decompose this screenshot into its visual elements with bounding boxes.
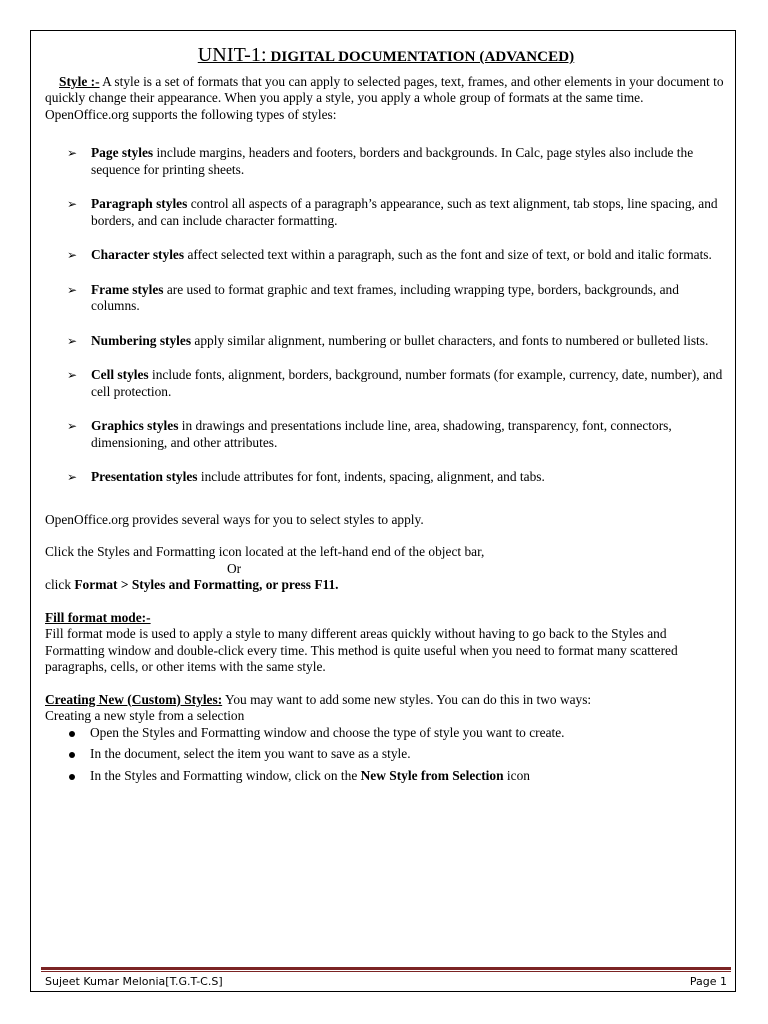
click-format-text [45,577,727,594]
list-item [45,725,727,742]
arrow-bullet-icon: ➢ [67,419,78,433]
arrow-bullet-icon: ➢ [67,333,78,348]
style-type-desc: include margins, headers and footers, borders and backgrounds. In Calc, page styles also include the sequence for printing sheets. [91,145,694,177]
style-type-desc: in drawings and presentations include line, area, shadowing, transparency, font, connectors, dimensioning, and other attributes. [91,418,672,450]
creating-text: You may want to add some new styles. You can do this in two ways: [222,691,592,707]
step-text: Open the Styles and Formatting window and choose the type of style you want to create. [90,724,565,740]
style-type-desc: are used to format graphic and text frames, including wrapping type, borders, backgrounds, and columns. [91,281,679,313]
footer-rule [41,967,731,970]
click-format-bold: Format > Styles and Formatting, or press F11. [74,577,339,592]
style-definition [45,74,727,107]
list-item [45,469,727,486]
style-definition-text: A style is a set of formats that you can apply to selected pages, text, frames, and other elements in your document to quickly change their appearance. When you apply a style, you apply a whole group of formats at the same time. [45,73,724,105]
creating-styles [45,692,727,709]
bullet-dot-icon [69,774,75,780]
creating-heading: Creating New (Custom) Styles: [45,691,223,707]
style-type-desc: include attributes for font, indents, spacing, alignment, and tabs. [197,469,545,484]
step-bold: New Style from Selection [360,767,504,783]
style-label: Style :- [59,73,100,89]
page-footer [45,975,727,988]
title-subtitle: DIGITAL DOCUMENTATION (ADVANCED) [266,49,575,65]
list-item [45,768,727,785]
footer-author: Sujeet Kumar Melonia[T.G.T-C.S] [45,975,223,988]
list-item [45,333,727,350]
arrow-bullet-icon: ➢ [67,368,78,382]
style-type-name: Character styles [91,247,185,262]
step-text: In the Styles and Formatting window, click on the [90,767,361,783]
list-item [45,746,727,763]
click-icon-text: Click the Styles and Formatting icon located at the left-hand end of the object bar, [45,544,485,559]
list-item [45,367,727,400]
fill-format-heading: Fill format mode:- [45,609,151,625]
style-type-desc: include fonts, alignment, borders, background, number formats (for example, currency, date, number), and cell protection. [91,367,723,399]
list-item [45,418,727,451]
document-page [30,30,736,992]
list-item [45,196,727,229]
arrow-bullet-icon: ➢ [67,282,78,297]
style-type-name: Numbering styles [91,332,192,348]
style-type-desc: apply similar alignment, numbering or bullet characters, and fonts to numbered or bulleted lists. [191,332,709,348]
style-type-desc: control all aspects of a paragraph’s appearance, such as text alignment, tab stops, line spacing, and borders, and can include character formatting. [91,196,718,228]
bullet-dot-icon [69,752,75,758]
from-selection-text: Creating a new style from a selection [45,708,245,723]
style-types-list [45,145,727,486]
step-after: icon [503,767,530,783]
steps-list [45,725,727,785]
style-type-name: Presentation styles [91,469,198,484]
style-type-name: Frame styles [91,281,164,297]
supports-text: OpenOffice.org supports the following types of styles: [45,106,337,122]
fill-format-text: Fill format mode is used to apply a style to many different areas quickly without having to go back to the Styles and Formatting window and double-click every time. This method is quite useful when you need to format many scattered paragraphs, cells, or other items with the same style. [45,626,678,674]
arrow-bullet-icon: ➢ [67,197,78,211]
arrow-bullet-icon: ➢ [67,470,78,484]
list-item [45,282,727,315]
style-type-name: Graphics styles [91,418,179,433]
bullet-dot-icon [69,731,75,737]
page-title [45,44,727,66]
style-type-name: Page styles [91,145,154,160]
style-type-desc: affect selected text within a paragraph, such as the font and size of text, or bold and italic formats. [184,247,712,262]
footer-page-number: Page 1 [689,975,727,988]
arrow-bullet-icon: ➢ [67,248,78,262]
arrow-bullet-icon: ➢ [67,146,78,160]
title-unit: UNIT-1: [197,44,267,66]
list-item [45,145,727,178]
or-text: Or [227,560,242,576]
footer-rule-thin [41,971,731,972]
style-type-name: Cell styles [91,367,149,382]
style-type-name: Paragraph styles [91,196,188,211]
page-content [45,44,727,789]
click-prefix: click [45,577,75,592]
provides-text: OpenOffice.org provides several ways for you to select styles to apply. [45,511,424,527]
list-item [45,247,727,264]
step-text: In the document, select the item you want to save as a style. [90,746,411,761]
